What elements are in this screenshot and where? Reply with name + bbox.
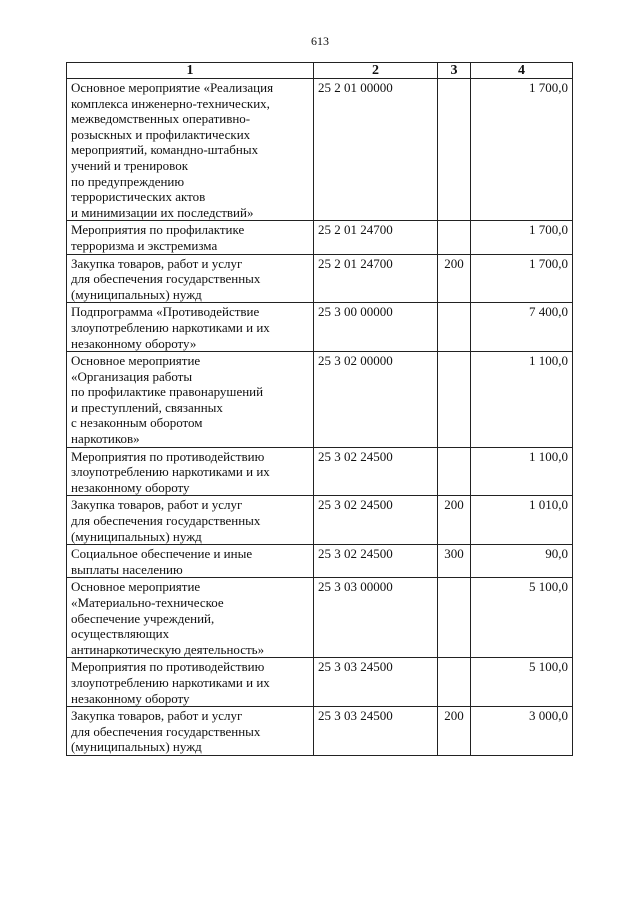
row-amount: 1 100,0: [471, 352, 573, 448]
table-row: [67, 578, 573, 658]
row-type: 200: [438, 496, 471, 545]
row-name: Закупка товаров, работ и услуг для обеспечения государственных (муниципальных) нужд: [67, 496, 314, 545]
column-header-code: 2: [314, 63, 438, 79]
table-header-row: [67, 63, 573, 79]
row-amount: 5 100,0: [471, 658, 573, 707]
row-name: Мероприятия по противодействию злоупотреблению наркотиками и их незаконному обороту: [67, 658, 314, 707]
row-amount: 1 700,0: [471, 254, 573, 303]
row-code: 25 3 02 24500: [314, 447, 438, 496]
row-code: 25 2 01 00000: [314, 79, 438, 221]
row-type: 200: [438, 254, 471, 303]
column-header-name: 1: [67, 63, 314, 79]
row-code: 25 3 00 00000: [314, 303, 438, 352]
row-code: 25 3 03 24500: [314, 707, 438, 756]
row-type: 300: [438, 545, 471, 578]
row-amount: 5 100,0: [471, 578, 573, 658]
table-row: [67, 303, 573, 352]
row-name: Социальное обеспечение и иные выплаты населению: [67, 545, 314, 578]
row-code: 25 3 02 00000: [314, 352, 438, 448]
row-name: Мероприятия по противодействию злоупотреблению наркотиками и их незаконному обороту: [67, 447, 314, 496]
row-code: 25 3 02 24500: [314, 496, 438, 545]
table-row: [67, 496, 573, 545]
budget-table: [66, 62, 573, 756]
table-row: [67, 221, 573, 254]
row-type: [438, 303, 471, 352]
row-amount: 1 010,0: [471, 496, 573, 545]
row-name: Закупка товаров, работ и услуг для обеспечения государственных (муниципальных) нужд: [67, 707, 314, 756]
row-amount: 1 700,0: [471, 79, 573, 221]
table-row: [67, 254, 573, 303]
row-name: Основное мероприятие «Реализация комплекса инженерно-технических, межведомственных оперативно- розыскных и профилактических мероприятий, командно-штабных учений и тренировок по предупреждению террористических актов и минимизации их последствий»: [67, 79, 314, 221]
row-amount: 7 400,0: [471, 303, 573, 352]
row-code: 25 2 01 24700: [314, 254, 438, 303]
row-amount: 90,0: [471, 545, 573, 578]
row-name: Мероприятия по профилактике терроризма и экстремизма: [67, 221, 314, 254]
row-type: [438, 79, 471, 221]
row-code: 25 3 03 24500: [314, 658, 438, 707]
row-name: Основное мероприятие «Материально-техническое обеспечение учреждений, осуществляющих антинаркотическую деятельность»: [67, 578, 314, 658]
row-code: 25 3 03 00000: [314, 578, 438, 658]
row-amount: 3 000,0: [471, 707, 573, 756]
row-type: 200: [438, 707, 471, 756]
row-type: [438, 447, 471, 496]
row-name: Подпрограмма «Противодействие злоупотреблению наркотиками и их незаконному обороту»: [67, 303, 314, 352]
table-row: [67, 352, 573, 448]
row-type: [438, 352, 471, 448]
row-amount: 1 700,0: [471, 221, 573, 254]
table-row: [67, 79, 573, 221]
table-row: [67, 447, 573, 496]
row-type: [438, 658, 471, 707]
row-amount: 1 100,0: [471, 447, 573, 496]
page-number: 613: [311, 34, 329, 48]
table-row: [67, 658, 573, 707]
table-row: [67, 545, 573, 578]
column-header-amount: 4: [471, 63, 573, 79]
row-type: [438, 221, 471, 254]
row-name: Закупка товаров, работ и услуг для обеспечения государственных (муниципальных) нужд: [67, 254, 314, 303]
row-name: Основное мероприятие «Организация работы по профилактике правонарушений и преступлений, связанных с незаконным оборотом наркотиков»: [67, 352, 314, 448]
column-header-type: 3: [438, 63, 471, 79]
row-type: [438, 578, 471, 658]
row-code: 25 3 02 24500: [314, 545, 438, 578]
row-code: 25 2 01 24700: [314, 221, 438, 254]
table-row: [67, 707, 573, 756]
